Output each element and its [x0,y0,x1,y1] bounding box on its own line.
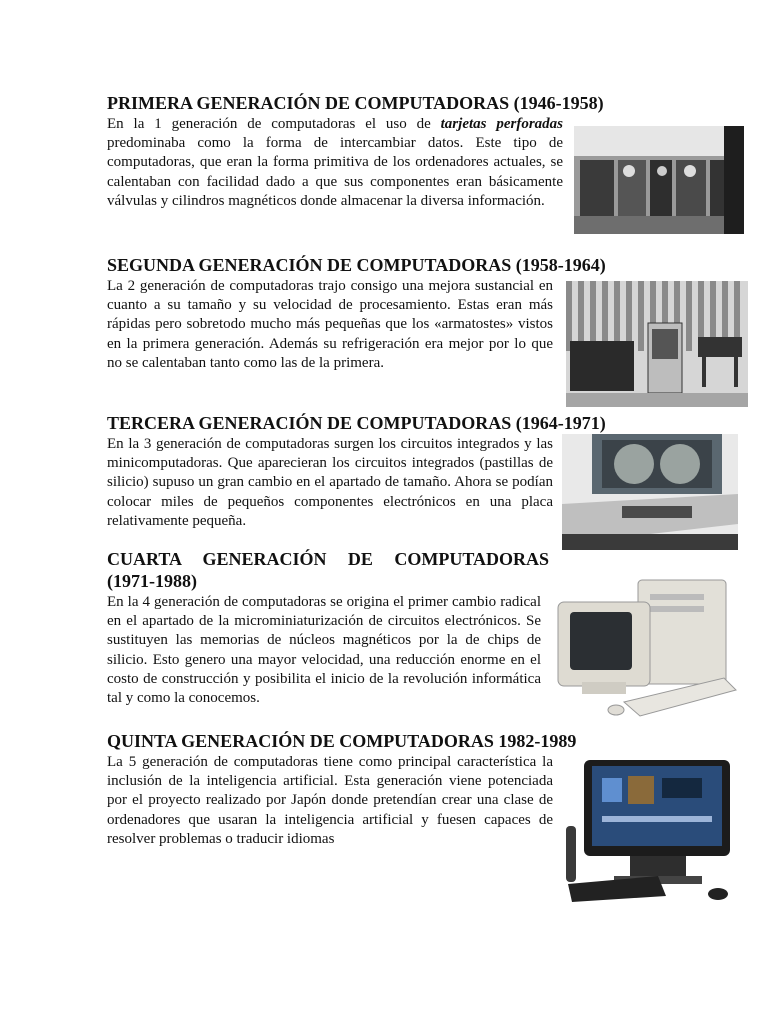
section-title: QUINTA GENERACIÓN DE COMPUTADORAS 1982-1989 [107,731,577,751]
section-quinta [107,730,577,849]
photo-fourth-generation-computer [554,574,738,722]
photo-first-generation-computer [574,126,744,234]
section-title [107,548,549,592]
photo-second-generation-computer [566,281,748,407]
section-body: La 2 generación de computadoras trajo consigo una mejora sustancial en cuanto a su tamaño y su velocidad de procesamiento. Estas eran más rápidas pero sobretodo mucho más pequeñas que los «armatostes» vistos en la primera generación. Además su refrigeración era mejor por lo que no se calentaban tanto como las de la primera. [107,278,553,371]
section-body [107,115,563,211]
photo-third-generation-computer [562,434,738,550]
section-segunda [107,254,606,373]
section-title: PRIMERA GENERACIÓN DE COMPUTADORAS (1946-1958) [107,93,604,113]
title-line: CUARTA GENERACIÓN DE COMPUTADORAS [107,549,549,569]
section-body: En la 3 generación de computadoras surgen los circuitos integrados y las minicomputadoras. Que aparecieran los circuitos integrados (pastillas de silicio) supuso un gran cambio en el apartado de tamaño. Ahora se podían colocar miles de pequeños componentes electrónicos en una placa relativamente pequeña. [107,436,553,529]
title-line: (1971-1988) [107,571,197,591]
section-body: En la 4 generación de computadoras se origina el primer cambio radical en el apartado de la microminiaturización de circuitos electrónicos. Se sustituyen las memorias de núcleos magnéticos por la de chips de silicio. Esto genero una mayor velocidad, una reducción enorme en el costo de construcción y posibilita el inicio de la revolución informática tal y como la conocemos. [107,594,541,707]
section-cuarta [107,548,549,708]
body-text: En la 1 generación de computadoras el uso de [107,116,441,132]
section-primera [107,92,604,211]
photo-fifth-generation-computer [558,756,734,906]
section-title: TERCERA GENERACIÓN DE COMPUTADORAS (1964-1971) [107,413,606,433]
section-title: SEGUNDA GENERACIÓN DE COMPUTADORAS (1958-1964) [107,255,606,275]
body-text: predominaba como la forma de intercambiar datos. Este tipo de computadoras, que eran la forma primitiva de los ordenadores actuales, se calentaban con facilidad dado a que sus componentes eran básicamente válvulas y cilindros magnéticos donde almacenar la diversa información. [107,135,563,209]
section-body: La 5 generación de computadoras tiene como principal característica la inclusión de la inteligencia artificial. Esta generación viene potenciada por el proyecto realizado por Japón donde pretendían crear una clase de ordenadores que usaran la inteligencia artificial y fuesen capaces de resolver problemas o traducir idiomas [107,754,553,847]
section-tercera [107,412,606,531]
emphasis-text: tarjetas perforadas [440,116,563,132]
